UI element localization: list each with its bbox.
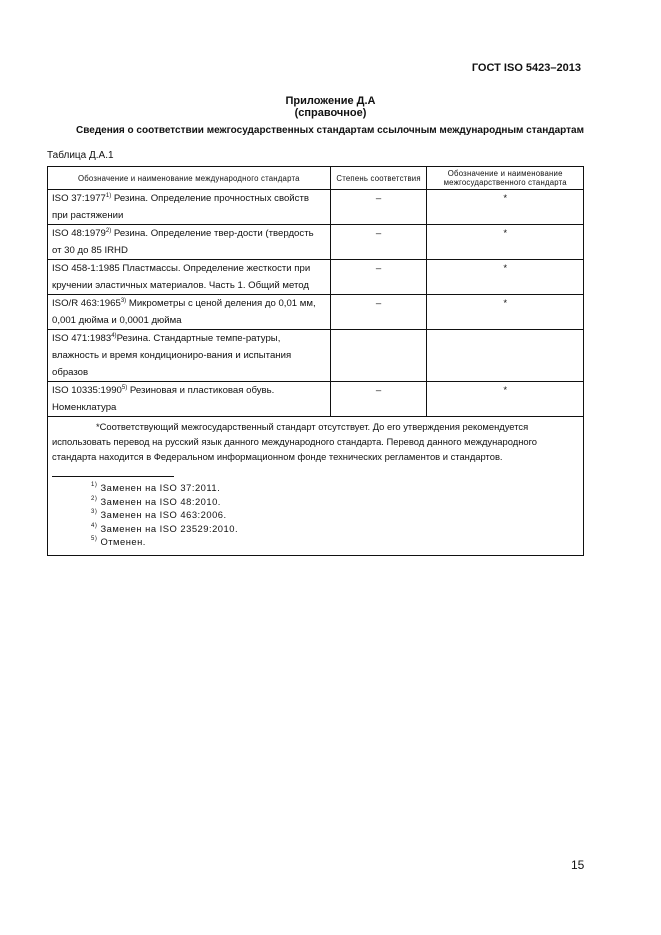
interstate-cell: * [427,190,584,225]
footnote-mark: 5) [91,536,98,542]
standard-cell [48,260,331,295]
standard-cell [48,330,331,382]
standard-code: ISO 471:1983 [52,333,112,344]
footnote-divider [52,476,174,477]
degree-cell: – [330,382,427,417]
table-row [48,330,584,382]
footnote [52,535,573,549]
standard-cell [48,225,331,260]
footnote-text: Заменен на ISO 23529:2010. [97,522,239,534]
interstate-cell: * [427,260,584,295]
standard-title: Пластмассы. Определение жесткости при кручении эластичных материалов. Часть 1. Общий метод [52,263,311,291]
header-international-standard: Обозначение и наименование международного стандарта [48,167,331,190]
footnote [52,481,573,495]
footnote-text: Заменен на ISO 37:2011. [97,482,221,493]
footnote-ref: 2) [105,228,112,234]
standard-cell [48,190,331,225]
standard-cell [48,382,331,417]
footnote-mark: 1) [91,482,98,488]
standard-title: Резина. Стандартные темпе-ратуры, влажность и время кондициониро-вания и испытания образов [52,333,292,378]
standard-code: ISO 37:1977 [52,193,106,204]
degree-cell [330,330,427,382]
table-row [48,190,584,225]
header-degree: Степень соответствия [330,167,427,190]
footnote-mark: 3) [91,509,98,515]
table-row [48,382,584,417]
table-note-cell [48,417,584,556]
appendix-heading [0,95,661,119]
table-row [48,295,584,330]
table-note: *Соответствующий межгосударственный стандарт отсутствует. До его утверждения рекомендуется использовать перевод на русский язык данного международного стандарта. Перевод данного международного стандарта находится в Федеральном информационном фонде технических регламентов и стандартов. [52,421,538,462]
degree-cell: – [330,225,427,260]
footnote-text: Заменен на ISO 463:2006. [97,509,227,520]
appendix-description: Сведения о соответствии межгосударственных стандартам ссылочным международным стандартам [76,125,584,136]
footnote-ref: 3) [120,298,127,304]
standard-code: ISO/R 463:1965 [52,298,121,309]
table-row [48,260,584,295]
standard-title: Резина. Определение прочностных свойств при растяжении [52,193,309,221]
footnote-mark: 2) [91,495,98,502]
table-label: Таблица Д.А.1 [47,150,114,161]
footnote [52,522,573,536]
interstate-cell [427,330,584,382]
document-code: ГОСТ ISO 5423–2013 [471,62,581,74]
footnote-text: Отменен. [97,536,146,547]
footnote-ref: 4) [111,333,117,339]
footnote-mark: 4) [91,522,98,529]
footnote-ref: 5) [121,385,128,391]
footnote-ref: 1) [105,193,112,199]
interstate-cell: * [427,295,584,330]
appendix-subtitle: (справочное) [294,107,367,119]
degree-cell: – [330,260,427,295]
interstate-cell: * [427,225,584,260]
table-header-row [48,167,584,190]
table-row [48,225,584,260]
standard-title: Резина. Определение твер-дости (твердость от 30 до 85 IRHD [52,228,314,256]
header-interstate-standard: Обозначение и наименование межгосударственного стандарта [427,167,584,190]
standard-title: Микрометры с ценой деления до 0,01 мм, 0,001 дюйма и 0,0001 дюйма [52,298,316,326]
footnote [52,495,573,509]
appendix-title: Приложение Д.А [285,95,376,107]
standard-code: ISO 458-1:1985 [52,263,120,274]
degree-cell: – [330,295,427,330]
standard-code: ISO 48:1979 [52,228,106,239]
footnote [52,508,573,522]
standard-cell [48,295,331,330]
page-number: 15 [571,858,585,872]
footnote-text: Заменен на ISO 48:2010. [97,495,221,507]
table-note-row [48,417,584,556]
degree-cell: – [330,190,427,225]
standard-code: ISO 10335:1990 [52,385,122,396]
standard-title: Резиновая и пластиковая обувь. Номенклатура [52,385,275,413]
interstate-cell: * [427,382,584,417]
correspondence-table [47,166,584,556]
